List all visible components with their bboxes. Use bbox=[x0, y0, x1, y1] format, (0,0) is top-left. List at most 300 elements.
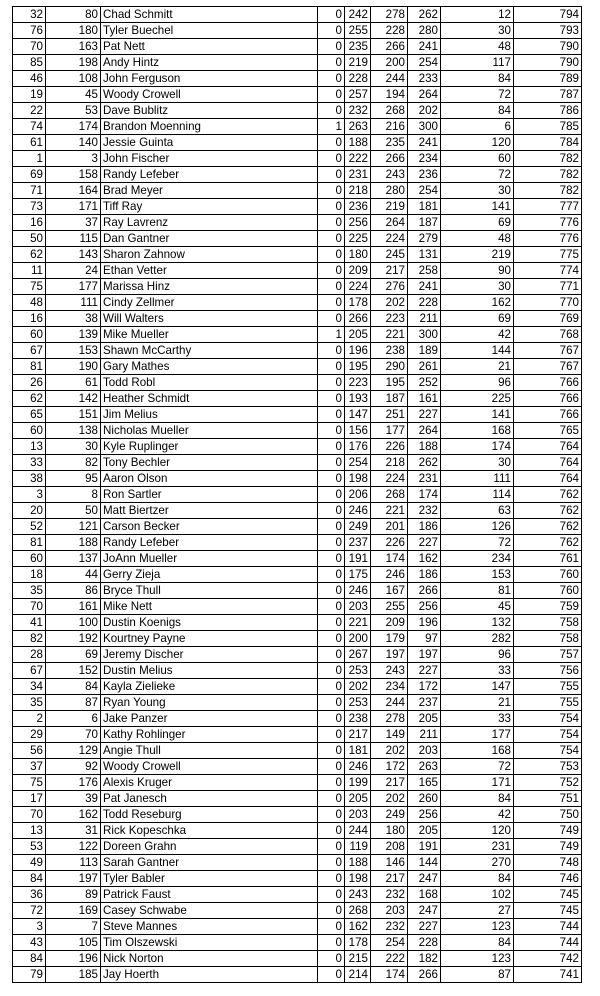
flag-cell: 0 bbox=[318, 903, 345, 919]
handicap-cell: 219 bbox=[441, 247, 514, 263]
game-2-cell: 179 bbox=[371, 631, 408, 647]
table-body bbox=[13, 7, 582, 983]
table-row bbox=[13, 343, 582, 359]
handicap-cell: 42 bbox=[441, 807, 514, 823]
bowler-number-cell: 176 bbox=[46, 775, 101, 791]
bowler-name-cell: Dustin Koenigs bbox=[101, 615, 318, 631]
table-row bbox=[13, 711, 582, 727]
game-1-cell: 209 bbox=[345, 263, 371, 279]
game-1-cell: 119 bbox=[345, 839, 371, 855]
total-cell: 766 bbox=[514, 375, 582, 391]
game-1-cell: 253 bbox=[345, 695, 371, 711]
game-3-cell: 196 bbox=[408, 615, 441, 631]
game-1-cell: 147 bbox=[345, 407, 371, 423]
handicap-cell: 177 bbox=[441, 727, 514, 743]
handicap-cell: 123 bbox=[441, 951, 514, 967]
bowler-number-cell: 169 bbox=[46, 903, 101, 919]
flag-cell: 0 bbox=[318, 263, 345, 279]
handicap-cell: 96 bbox=[441, 375, 514, 391]
game-2-cell: 223 bbox=[371, 311, 408, 327]
bowler-number-cell: 30 bbox=[46, 439, 101, 455]
team-number-cell: 75 bbox=[13, 775, 46, 791]
handicap-cell: 270 bbox=[441, 855, 514, 871]
game-3-cell: 187 bbox=[408, 215, 441, 231]
table-row bbox=[13, 39, 582, 55]
handicap-cell: 6 bbox=[441, 119, 514, 135]
total-cell: 762 bbox=[514, 519, 582, 535]
bowler-number-cell: 151 bbox=[46, 407, 101, 423]
game-3-cell: 234 bbox=[408, 151, 441, 167]
handicap-cell: 168 bbox=[441, 423, 514, 439]
handicap-cell: 63 bbox=[441, 503, 514, 519]
handicap-cell: 30 bbox=[441, 279, 514, 295]
game-3-cell: 227 bbox=[408, 535, 441, 551]
flag-cell: 0 bbox=[318, 551, 345, 567]
game-1-cell: 156 bbox=[345, 423, 371, 439]
bowler-number-cell: 180 bbox=[46, 23, 101, 39]
bowler-number-cell: 121 bbox=[46, 519, 101, 535]
game-1-cell: 246 bbox=[345, 583, 371, 599]
table-row bbox=[13, 647, 582, 663]
total-cell: 762 bbox=[514, 487, 582, 503]
flag-cell: 0 bbox=[318, 823, 345, 839]
total-cell: 752 bbox=[514, 775, 582, 791]
table-row bbox=[13, 583, 582, 599]
total-cell: 765 bbox=[514, 423, 582, 439]
bowler-number-cell: 196 bbox=[46, 951, 101, 967]
bowler-name-cell: Ray Lavrenz bbox=[101, 215, 318, 231]
team-number-cell: 1 bbox=[13, 151, 46, 167]
bowler-name-cell: John Ferguson bbox=[101, 71, 318, 87]
team-number-cell: 53 bbox=[13, 839, 46, 855]
game-2-cell: 217 bbox=[371, 263, 408, 279]
game-2-cell: 221 bbox=[371, 503, 408, 519]
total-cell: 753 bbox=[514, 759, 582, 775]
handicap-cell: 132 bbox=[441, 615, 514, 631]
game-1-cell: 243 bbox=[345, 887, 371, 903]
total-cell: 787 bbox=[514, 87, 582, 103]
bowler-number-cell: 53 bbox=[46, 103, 101, 119]
flag-cell: 0 bbox=[318, 455, 345, 471]
table-row bbox=[13, 295, 582, 311]
bowler-number-cell: 87 bbox=[46, 695, 101, 711]
game-3-cell: 172 bbox=[408, 679, 441, 695]
bowler-number-cell: 37 bbox=[46, 215, 101, 231]
bowler-name-cell: Randy Lefeber bbox=[101, 535, 318, 551]
table-row bbox=[13, 423, 582, 439]
handicap-cell: 72 bbox=[441, 87, 514, 103]
total-cell: 793 bbox=[514, 23, 582, 39]
bowler-name-cell: Pat Janesch bbox=[101, 791, 318, 807]
game-1-cell: 225 bbox=[345, 231, 371, 247]
game-2-cell: 278 bbox=[371, 7, 408, 23]
game-3-cell: 131 bbox=[408, 247, 441, 263]
game-2-cell: 244 bbox=[371, 695, 408, 711]
game-1-cell: 181 bbox=[345, 743, 371, 759]
game-1-cell: 199 bbox=[345, 775, 371, 791]
bowler-name-cell: Tyler Buechel bbox=[101, 23, 318, 39]
game-3-cell: 261 bbox=[408, 359, 441, 375]
bowler-name-cell: Cindy Zellmer bbox=[101, 295, 318, 311]
table-row bbox=[13, 535, 582, 551]
team-number-cell: 73 bbox=[13, 199, 46, 215]
game-1-cell: 178 bbox=[345, 295, 371, 311]
bowler-number-cell: 7 bbox=[46, 919, 101, 935]
team-number-cell: 49 bbox=[13, 855, 46, 871]
total-cell: 790 bbox=[514, 39, 582, 55]
team-number-cell: 84 bbox=[13, 871, 46, 887]
flag-cell: 0 bbox=[318, 359, 345, 375]
table-row bbox=[13, 151, 582, 167]
handicap-cell: 120 bbox=[441, 135, 514, 151]
game-2-cell: 224 bbox=[371, 231, 408, 247]
table-row bbox=[13, 471, 582, 487]
handicap-cell: 84 bbox=[441, 935, 514, 951]
game-2-cell: 243 bbox=[371, 167, 408, 183]
game-2-cell: 217 bbox=[371, 871, 408, 887]
game-3-cell: 254 bbox=[408, 183, 441, 199]
handicap-cell: 48 bbox=[441, 39, 514, 55]
game-3-cell: 264 bbox=[408, 87, 441, 103]
flag-cell: 0 bbox=[318, 615, 345, 631]
handicap-cell: 27 bbox=[441, 903, 514, 919]
handicap-cell: 69 bbox=[441, 311, 514, 327]
game-3-cell: 161 bbox=[408, 391, 441, 407]
bowler-number-cell: 50 bbox=[46, 503, 101, 519]
game-1-cell: 215 bbox=[345, 951, 371, 967]
team-number-cell: 61 bbox=[13, 135, 46, 151]
bowler-name-cell: Ron Sartler bbox=[101, 487, 318, 503]
flag-cell: 0 bbox=[318, 199, 345, 215]
bowler-number-cell: 161 bbox=[46, 599, 101, 615]
bowler-name-cell: Dan Gantner bbox=[101, 231, 318, 247]
bowler-name-cell: Doreen Grahn bbox=[101, 839, 318, 855]
handicap-cell: 21 bbox=[441, 695, 514, 711]
game-1-cell: 198 bbox=[345, 871, 371, 887]
game-3-cell: 211 bbox=[408, 727, 441, 743]
team-number-cell: 52 bbox=[13, 519, 46, 535]
game-1-cell: 255 bbox=[345, 23, 371, 39]
handicap-cell: 84 bbox=[441, 103, 514, 119]
table-row bbox=[13, 455, 582, 471]
game-3-cell: 186 bbox=[408, 519, 441, 535]
handicap-cell: 42 bbox=[441, 327, 514, 343]
flag-cell: 0 bbox=[318, 519, 345, 535]
game-2-cell: 200 bbox=[371, 55, 408, 71]
game-1-cell: 237 bbox=[345, 535, 371, 551]
game-1-cell: 254 bbox=[345, 455, 371, 471]
bowler-name-cell: Jessie Guinta bbox=[101, 135, 318, 151]
game-2-cell: 195 bbox=[371, 375, 408, 391]
handicap-cell: 225 bbox=[441, 391, 514, 407]
game-3-cell: 262 bbox=[408, 455, 441, 471]
total-cell: 775 bbox=[514, 247, 582, 263]
handicap-cell: 90 bbox=[441, 263, 514, 279]
table-row bbox=[13, 807, 582, 823]
game-3-cell: 231 bbox=[408, 471, 441, 487]
table-row bbox=[13, 855, 582, 871]
game-2-cell: 203 bbox=[371, 903, 408, 919]
handicap-cell: 72 bbox=[441, 759, 514, 775]
game-3-cell: 241 bbox=[408, 39, 441, 55]
bowler-name-cell: Gary Mathes bbox=[101, 359, 318, 375]
flag-cell: 0 bbox=[318, 711, 345, 727]
total-cell: 785 bbox=[514, 119, 582, 135]
bowler-number-cell: 143 bbox=[46, 247, 101, 263]
table-row bbox=[13, 631, 582, 647]
handicap-cell: 33 bbox=[441, 711, 514, 727]
handicap-cell: 168 bbox=[441, 743, 514, 759]
bowler-name-cell: Ethan Vetter bbox=[101, 263, 318, 279]
table-row bbox=[13, 231, 582, 247]
bowler-number-cell: 39 bbox=[46, 791, 101, 807]
bowler-number-cell: 8 bbox=[46, 487, 101, 503]
table-row bbox=[13, 263, 582, 279]
bowler-name-cell: Jay Hoerth bbox=[101, 967, 318, 983]
table-row bbox=[13, 23, 582, 39]
total-cell: 757 bbox=[514, 647, 582, 663]
game-3-cell: 266 bbox=[408, 967, 441, 983]
table-row bbox=[13, 119, 582, 135]
flag-cell: 0 bbox=[318, 343, 345, 359]
table-row bbox=[13, 887, 582, 903]
total-cell: 745 bbox=[514, 887, 582, 903]
team-number-cell: 3 bbox=[13, 919, 46, 935]
game-3-cell: 144 bbox=[408, 855, 441, 871]
bowler-number-cell: 100 bbox=[46, 615, 101, 631]
total-cell: 767 bbox=[514, 359, 582, 375]
game-2-cell: 216 bbox=[371, 119, 408, 135]
flag-cell: 0 bbox=[318, 471, 345, 487]
game-3-cell: 202 bbox=[408, 103, 441, 119]
flag-cell: 0 bbox=[318, 439, 345, 455]
flag-cell: 0 bbox=[318, 839, 345, 855]
bowler-number-cell: 137 bbox=[46, 551, 101, 567]
bowler-number-cell: 188 bbox=[46, 535, 101, 551]
game-1-cell: 236 bbox=[345, 199, 371, 215]
flag-cell: 0 bbox=[318, 759, 345, 775]
flag-cell: 0 bbox=[318, 247, 345, 263]
table-row bbox=[13, 487, 582, 503]
handicap-cell: 153 bbox=[441, 567, 514, 583]
total-cell: 758 bbox=[514, 615, 582, 631]
total-cell: 744 bbox=[514, 919, 582, 935]
game-3-cell: 252 bbox=[408, 375, 441, 391]
handicap-cell: 117 bbox=[441, 55, 514, 71]
flag-cell: 0 bbox=[318, 295, 345, 311]
game-1-cell: 235 bbox=[345, 39, 371, 55]
game-1-cell: 178 bbox=[345, 935, 371, 951]
table-row bbox=[13, 7, 582, 23]
bowler-number-cell: 153 bbox=[46, 343, 101, 359]
flag-cell: 0 bbox=[318, 375, 345, 391]
flag-cell: 0 bbox=[318, 791, 345, 807]
game-2-cell: 172 bbox=[371, 759, 408, 775]
bowler-name-cell: Mike Mueller bbox=[101, 327, 318, 343]
table-row bbox=[13, 279, 582, 295]
bowler-number-cell: 198 bbox=[46, 55, 101, 71]
game-3-cell: 262 bbox=[408, 7, 441, 23]
flag-cell: 0 bbox=[318, 87, 345, 103]
handicap-cell: 69 bbox=[441, 215, 514, 231]
bowler-number-cell: 86 bbox=[46, 583, 101, 599]
game-2-cell: 197 bbox=[371, 647, 408, 663]
total-cell: 767 bbox=[514, 343, 582, 359]
bowler-name-cell: Rick Kopeschka bbox=[101, 823, 318, 839]
handicap-cell: 171 bbox=[441, 775, 514, 791]
game-1-cell: 188 bbox=[345, 135, 371, 151]
bowler-name-cell: Dave Bublitz bbox=[101, 103, 318, 119]
handicap-cell: 120 bbox=[441, 823, 514, 839]
game-1-cell: 206 bbox=[345, 487, 371, 503]
game-2-cell: 246 bbox=[371, 567, 408, 583]
table-row bbox=[13, 935, 582, 951]
table-row bbox=[13, 71, 582, 87]
flag-cell: 0 bbox=[318, 727, 345, 743]
bowler-name-cell: Woody Crowell bbox=[101, 87, 318, 103]
total-cell: 764 bbox=[514, 439, 582, 455]
flag-cell: 0 bbox=[318, 135, 345, 151]
team-number-cell: 37 bbox=[13, 759, 46, 775]
flag-cell: 0 bbox=[318, 39, 345, 55]
total-cell: 794 bbox=[514, 7, 582, 23]
table-row bbox=[13, 919, 582, 935]
handicap-cell: 21 bbox=[441, 359, 514, 375]
bowler-number-cell: 84 bbox=[46, 679, 101, 695]
total-cell: 760 bbox=[514, 567, 582, 583]
bowler-name-cell: Nick Norton bbox=[101, 951, 318, 967]
game-2-cell: 290 bbox=[371, 359, 408, 375]
team-number-cell: 35 bbox=[13, 583, 46, 599]
game-1-cell: 223 bbox=[345, 375, 371, 391]
bowler-number-cell: 38 bbox=[46, 311, 101, 327]
bowler-name-cell: Sharon Zahnow bbox=[101, 247, 318, 263]
team-number-cell: 70 bbox=[13, 39, 46, 55]
game-1-cell: 200 bbox=[345, 631, 371, 647]
team-number-cell: 60 bbox=[13, 423, 46, 439]
team-number-cell: 16 bbox=[13, 311, 46, 327]
game-1-cell: 195 bbox=[345, 359, 371, 375]
bowler-name-cell: Tony Bechler bbox=[101, 455, 318, 471]
table-row bbox=[13, 615, 582, 631]
bowler-number-cell: 139 bbox=[46, 327, 101, 343]
bowler-number-cell: 171 bbox=[46, 199, 101, 215]
flag-cell: 0 bbox=[318, 215, 345, 231]
bowler-number-cell: 138 bbox=[46, 423, 101, 439]
game-1-cell: 221 bbox=[345, 615, 371, 631]
flag-cell: 0 bbox=[318, 231, 345, 247]
game-2-cell: 219 bbox=[371, 199, 408, 215]
handicap-cell: 162 bbox=[441, 295, 514, 311]
game-3-cell: 168 bbox=[408, 887, 441, 903]
handicap-cell: 96 bbox=[441, 647, 514, 663]
game-1-cell: 257 bbox=[345, 87, 371, 103]
team-number-cell: 13 bbox=[13, 439, 46, 455]
game-3-cell: 236 bbox=[408, 167, 441, 183]
team-number-cell: 38 bbox=[13, 471, 46, 487]
flag-cell: 0 bbox=[318, 807, 345, 823]
game-2-cell: 234 bbox=[371, 679, 408, 695]
team-number-cell: 82 bbox=[13, 631, 46, 647]
table-row bbox=[13, 103, 582, 119]
table-row bbox=[13, 215, 582, 231]
game-1-cell: 203 bbox=[345, 599, 371, 615]
bowler-name-cell: Sarah Gantner bbox=[101, 855, 318, 871]
bowler-number-cell: 192 bbox=[46, 631, 101, 647]
total-cell: 766 bbox=[514, 407, 582, 423]
bowler-number-cell: 44 bbox=[46, 567, 101, 583]
flag-cell: 0 bbox=[318, 151, 345, 167]
table-row bbox=[13, 199, 582, 215]
total-cell: 758 bbox=[514, 631, 582, 647]
game-1-cell: 219 bbox=[345, 55, 371, 71]
table-row bbox=[13, 391, 582, 407]
team-number-cell: 16 bbox=[13, 215, 46, 231]
total-cell: 761 bbox=[514, 551, 582, 567]
bowler-name-cell: Patrick Faust bbox=[101, 887, 318, 903]
game-1-cell: 196 bbox=[345, 343, 371, 359]
bowler-number-cell: 95 bbox=[46, 471, 101, 487]
bowler-name-cell: Kathy Rohlinger bbox=[101, 727, 318, 743]
bowler-name-cell: Bryce Thull bbox=[101, 583, 318, 599]
total-cell: 789 bbox=[514, 71, 582, 87]
team-number-cell: 65 bbox=[13, 407, 46, 423]
bowler-name-cell: Todd Robl bbox=[101, 375, 318, 391]
flag-cell: 0 bbox=[318, 871, 345, 887]
flag-cell: 0 bbox=[318, 407, 345, 423]
bowler-name-cell: Kayla Zielieke bbox=[101, 679, 318, 695]
game-3-cell: 241 bbox=[408, 279, 441, 295]
team-number-cell: 48 bbox=[13, 295, 46, 311]
table-row bbox=[13, 551, 582, 567]
table-row bbox=[13, 759, 582, 775]
bowler-number-cell: 111 bbox=[46, 295, 101, 311]
handicap-cell: 45 bbox=[441, 599, 514, 615]
game-2-cell: 226 bbox=[371, 439, 408, 455]
table-row bbox=[13, 839, 582, 855]
flag-cell: 0 bbox=[318, 951, 345, 967]
game-2-cell: 235 bbox=[371, 135, 408, 151]
bowler-name-cell: Marissa Hinz bbox=[101, 279, 318, 295]
bowler-name-cell: Angie Thull bbox=[101, 743, 318, 759]
team-number-cell: 71 bbox=[13, 183, 46, 199]
bowler-name-cell: Carson Becker bbox=[101, 519, 318, 535]
bowler-number-cell: 158 bbox=[46, 167, 101, 183]
game-2-cell: 218 bbox=[371, 455, 408, 471]
bowler-name-cell: Jeremy Discher bbox=[101, 647, 318, 663]
flag-cell: 1 bbox=[318, 327, 345, 343]
bowler-number-cell: 152 bbox=[46, 663, 101, 679]
game-2-cell: 243 bbox=[371, 663, 408, 679]
bowler-number-cell: 142 bbox=[46, 391, 101, 407]
handicap-cell: 33 bbox=[441, 663, 514, 679]
total-cell: 769 bbox=[514, 311, 582, 327]
total-cell: 786 bbox=[514, 103, 582, 119]
game-1-cell: 242 bbox=[345, 7, 371, 23]
team-number-cell: 18 bbox=[13, 567, 46, 583]
team-number-cell: 13 bbox=[13, 823, 46, 839]
total-cell: 782 bbox=[514, 183, 582, 199]
game-2-cell: 280 bbox=[371, 183, 408, 199]
team-number-cell: 36 bbox=[13, 887, 46, 903]
team-number-cell: 60 bbox=[13, 327, 46, 343]
table-row bbox=[13, 967, 582, 983]
table-row bbox=[13, 503, 582, 519]
game-3-cell: 227 bbox=[408, 407, 441, 423]
team-number-cell: 75 bbox=[13, 279, 46, 295]
bowler-number-cell: 89 bbox=[46, 887, 101, 903]
game-1-cell: 256 bbox=[345, 215, 371, 231]
